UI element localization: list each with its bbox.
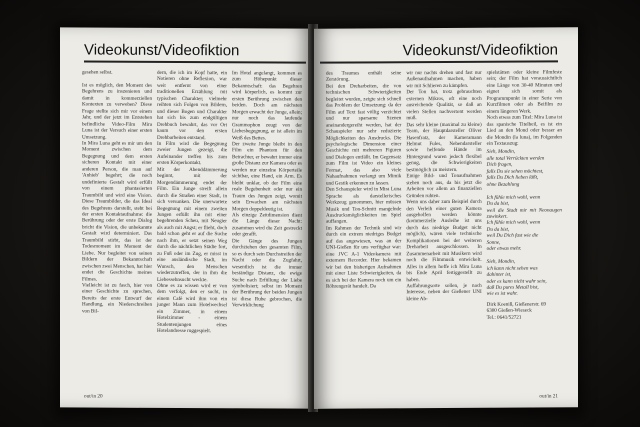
text-column-1: gesehen selbst. Ist es möglich, den Moment des Begehrens zu inszenieren und damit in kommerziellen Kontexten zu verweben? Diese Frage stellte sich mir vor einem Jahr, und der jetzt im Entstehen befindliche Video-Film Mira Luna ist der Versuch einer ersten Umsetzung. In Mira Luna geht es mir um den Moment zwischen dem Begegnung und dem ersten sicheren Kontakt mit einer anderen Person, die man auf 'Anhieb' begehrt; die noch undefinierte Gestalt wird erfüllt von einem phantasierten Traumbild und wird eine Vision. Diese Traumbilder, die das Ideal des Begehrens darstellt, steht bei der ersten Kontaktaufnahme: die Berührung oder der erste Dialog bricht die Vision, die unbekannte Gestalt wird determiniert. Das Traumbild stirbt, das ist der Todesmoment im Moment der Liebe. Nur begleitet von seinen Bildern der Bekanntschaft zwischen zwei Menschen, hat hier endet die Geschichte meines Filmes. Vielleicht ist zu fasch, hier von einer Geschichte zu sprechen, Bereits der erste Entwurf der Handlung, ein Niederschreiben von Bil-: [82, 69, 153, 315]
page-number: out/in 20: [84, 393, 103, 400]
text-column-2: wir nur nachts drehen und fast nur Außenaufnahmen machen, haben wir mit Schlieren zu kämpfen. Der Ton hat, trotz gebrauchten externen Mikros, oft eine noch ausreichende Qualität, so daß an vielen Stellen nachvertont werden muß. Das sehr kleine (maximal zu kleine) Team, der Hauptdarsteller Oliver Hasenfratz, der Kameramann Helmut Fules, Nebendarsteller sowie helfende Hände im Hintergrund waren jedoch flexibel genug, die Schwierigkeiten bestmöglich zu meistern. Einige Bild- und Tonaufnahmen stehen noch aus, da bis jetzt die Arbeiten vor allem an finanziellen Gründen ruhten. Wenn uns daher zum Beispiel durch den Verleih einer guten Kamera ausgeholfen werden könnte (kommerzielle Ausleihe ist uns durch das niedrige Budget nicht möglich), wären viele technische Komplikationen bei der weiteren Dreharbeit ausgeschlossen. In Zusammenarbeit mit Musikern wird noch die Filmmusik entwickelt. Alles in allem hoffe ich Mira Luna bis Ende April fertiggestellt zu haben. Auffahrungsorte sollen, je nach Interesse, neben der Gießener UNI kleine Ab-: [406, 69, 482, 303]
page-header: Videokunst/Videofiktion: [402, 41, 558, 60]
right-page: [314, 27, 578, 408]
header-rule: [320, 60, 558, 63]
author-address: Dirk Koeniß, Gießenerstr. 69 6300 Gießen-Wieseck Tel.: 0641/52721: [486, 301, 546, 321]
text-columns: [82, 69, 302, 386]
page-number: out/in 21: [539, 393, 558, 400]
text-column-1: des Traumes enthält seine Zerstörung. Bei den Dreharbeiten, die von technischen Schwierigkeiten begleitet wurden, zeigte sich schnell das Problem der Umsetzung: da der Film auf Text fast völlig verzichtet und nur sparsame Szenen aneinandergereiht werden, hat der Schauspieler nur sehr reduzierte Möglichkeiten des Ausdrucks. Die psychologische Dimension einer Geschichte mit mehreren Figuren und Dialogen entfällt. Im Gegensatz zum Film ist Video ein kleines Format, das also viele Nahaufnahmen verlangt um Mimik und Gestik erkennen zu lassen. Den Schauspieler wird in Mira Luna Sprache als darstellerisches Werkzeug genommen, hier müssen Musik und Ton-Schnitt mangelnde Ausdrucksmöglichkeiten im Spiel auffangen. Im Rahmen der Technik sind wir durch ein extrem niedriges Budget auf das angewiesen, was an der UNI-Gießen für uns verfügbar war: eine JVC A-1 Videokamera mit externem Recorder. Hier bekamen wir bei den bisherigen Aufnahmen mit einer Liste Schwierigkeiten, da es sich bei der Kamera noch um ein Röhrengerät handelt. Da: [326, 70, 402, 290]
left-page: [60, 27, 312, 408]
text-column-2: dern, die ich im Kopf hatte, ein Notieren ohne Reflexion, war weit entfernt von einer traditionellen Erzählung mit typischen Charakter; vielmehr reihten sich Folgen von Bildern, und dieser Bogen und Charakter hat sich bis zum endgültigen Drehbuch bewahrt, das vor Ort kaum vor den ersten Drehbarbeiten entstand. In Film wird die Begegnung zweier Jungen gezeigt, die Aufeinander treffen bis zum ersten Körperkontakt. Mit der Abenddämmerung beginnt, mit der Morgendämmerung endet der Film. Ein Junge streift allein durch die Straßen einer Stadt, in sich versunken. Die unerwartete Begegnung mit einem zweiten Jungen erfüllt ihn mit einer begehrenden Scheu, mit Neugier als auch mit Angst; er flieht, doch bald schon geht er auf die Suche nach ihm, er setzt seinen Weg durch die nächtlichen Städte fort, zu Fuß oder im Zug, er misst in eine ausländische Stadt, im Wunsch, den Menschen wiederzutreffen, der in ihm die Liebessehnsucht weckte. Ohne es zu wissen wird er von dem verfolgt, den er sucht, in einem Café wird ihm von ein junger Mann zum Hotelwechsel ein Zimmer, in einem Hotelzimmer - einem Studentenjungen eines Hotelandresse ruggespielt.: [157, 69, 227, 335]
song-lyrics: Sieh, Mondin, alle total Verrückten werden Dich fragen, falls Du sie sehen möchtest, falls Du Dich lieben läßt, ohne Bezahlung Ich fühle mich wohl, wenn Du da bist, weil die Stadt mir mit Neonaugen zuwinkert. Ich fühle mich wohl, wenn Du da bist, weil Du Dich fast wie die Sonne, oder etwas mehr. Sieh, Mondin, ich kann nicht sehen was dahinter ist, oder es kann nicht wahr sein, daß Du pures Metall bist, wie es ist wahr.: [486, 149, 562, 298]
column-text: spielstätten oder kleine Filmfeste sein; der Film hat voraussichtlich eine Länge von 30-40 Minuten und eignet sich somit als Programmpunkt in einer Serie von Kurzfilmen oder als Beifilm zu einem längeren Werk. Noch etwas zum Titel: Mira Luna ist das spanische Titelbeil, es ist ein Lied an den Mond oder besser an die Mondin (la luna), im Folgenden ein Textauszug:: [486, 69, 562, 147]
page-header: Videokunst/Videofiktion: [84, 41, 240, 60]
text-columns: [326, 69, 562, 386]
header-rule: [84, 60, 306, 63]
text-column-3: [487, 69, 562, 385]
text-column-3: Im Hotel angelangt, kommen es zum Höhepunkt dieser Bekanntschaft: das Begehren wird körperlich, es kommt zur ersten Berührung zwischen den beiden. Doch am nächsten Morgen erwacht der Junge, allein; nur noch das laufende Grammophon zeugt von der Liebesbegegnung, er ist allein im Weiß des Bettes. Der zweite Junge bleibt in den Film ein Phantom für den Betrachter, er bewahrt immer eine große Distanz zur Kamera oder es werden nur einzelne Körperteile sichtbar, eine Hand, ein Arm. Es bleibt unklar, ob der Film eine reale Begebenheit oder nur ein Traum des Jungen zeigt, womit sein Erwachen am nächsten Morgen doppeldeutig ist. Als einzige Zeitdimension dient die Länge dieser Nacht: zusammen wird die Zeit gestreckt oder gerafft. Die Gänge des Jungen durchziehen den gesamten Film, so es durch sein Durchstreifen der Nacht oder die Zugfahrt, wesentlich ist die immer beständige Distanz, die ewige Suche nach Erfüllung der Liebe symbolisiert; selbst im Moment der Berührung der beiden Jungen ist diese Ruhe gebrochen, die Verwirklichung: [232, 70, 302, 309]
